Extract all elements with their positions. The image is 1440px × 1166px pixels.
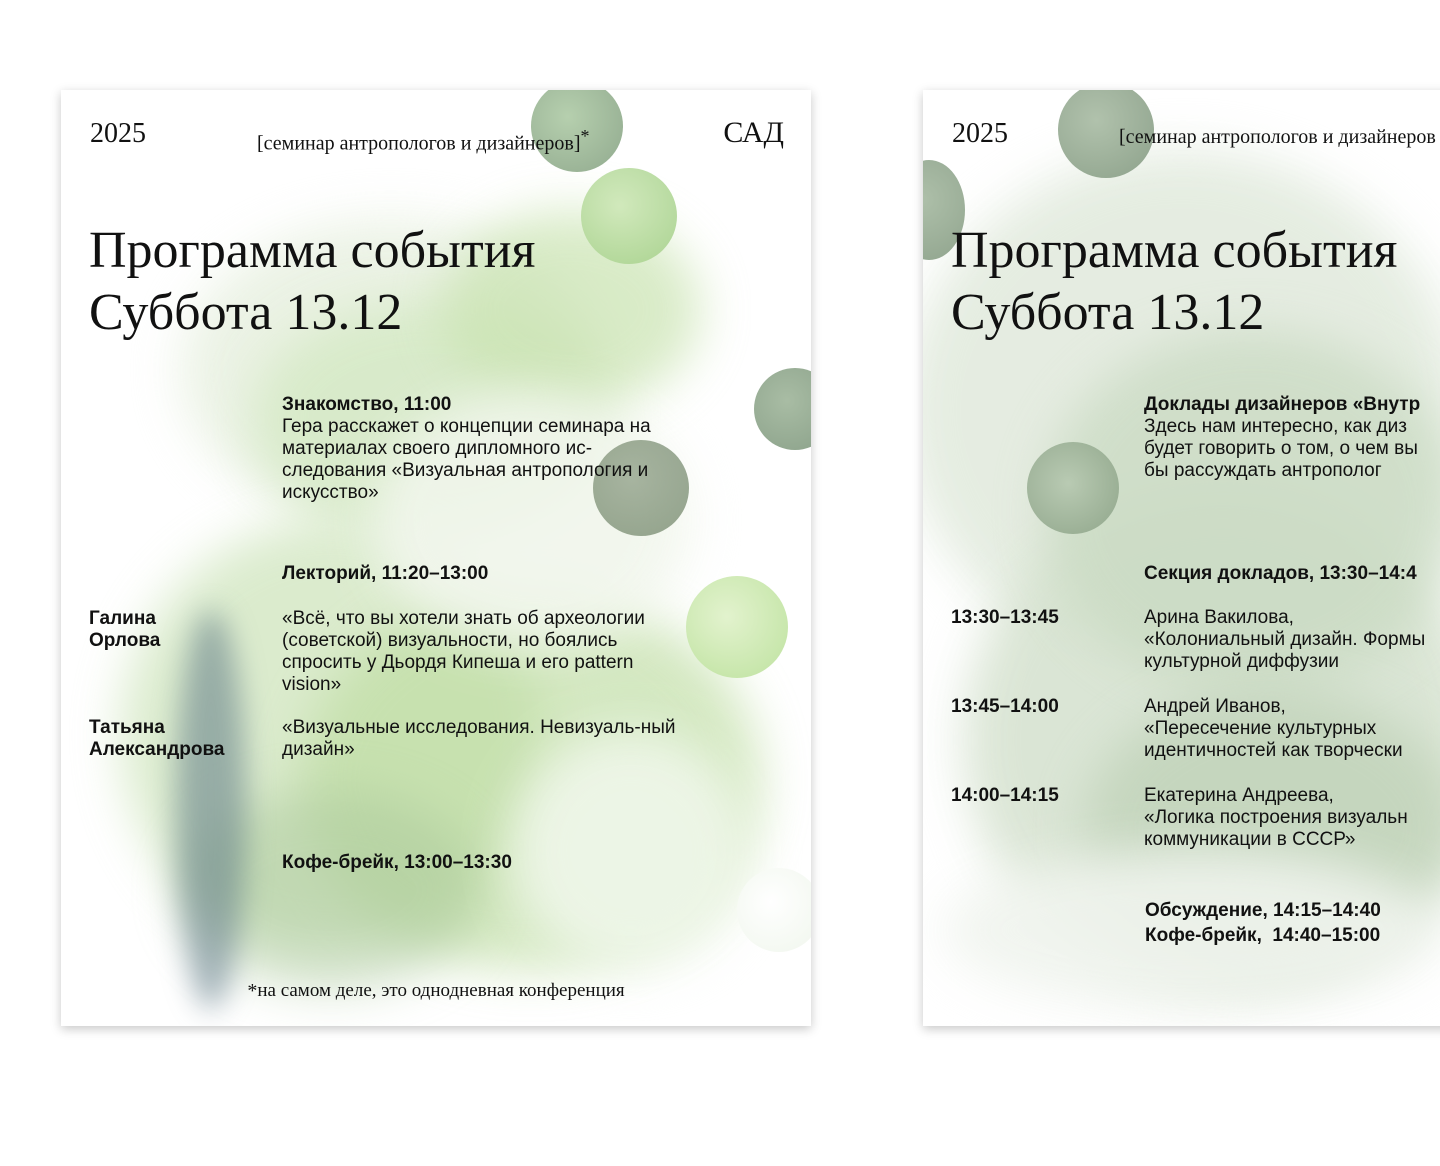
- talk-title: «Визуальные исследования. Невизуаль-ный дизайн»: [282, 717, 676, 760]
- session-heading: Обсуждение, 14:15–14:40: [1145, 900, 1381, 921]
- page-title: [89, 220, 535, 344]
- event-subtitle: [семинар антропологов и дизайнеров: [1119, 126, 1436, 148]
- poster-saturday-afternoon: [923, 90, 1440, 1026]
- title-line-2: Суббота 13.12: [951, 284, 1265, 341]
- poster-saturday-morning: [61, 90, 811, 1026]
- session-heading: Кофе-брейк, 13:00–13:30: [282, 852, 512, 873]
- session-intro: [282, 394, 692, 504]
- talk-time: 14:00–14:15: [951, 785, 1059, 806]
- session-coffee-break: [282, 852, 702, 874]
- session-description: Гера расскажет о концепции семинара на материалах своего дипломного ис-следования «Визуальная антропология и искусство»: [282, 416, 651, 503]
- footnote-marker: *: [247, 980, 258, 1002]
- talk-entry: [1144, 785, 1440, 851]
- talk-title: «Колониальный дизайн. Формы культурной диффузии: [1144, 629, 1426, 672]
- event-subtitle: [257, 126, 589, 156]
- footnote-marker: *: [580, 126, 590, 146]
- talk-time: 13:30–13:45: [951, 607, 1059, 628]
- session-description: Здесь нам интересно, как диз будет говорить о том, о чем вы бы рассуждать антрополог: [1144, 416, 1418, 481]
- session-heading: Знакомство, 11:00: [282, 394, 452, 415]
- talk-author: Арина Вакилова,: [1144, 607, 1294, 628]
- year: 2025: [952, 118, 1008, 149]
- session-heading: Секция докладов, 13:30–14:4: [1144, 563, 1417, 584]
- talk-entry: [1144, 607, 1440, 673]
- footnote: [61, 980, 811, 1003]
- talk-title: «Всё, что вы хотели знать об археологии (советской) визуальности, но боялись спросить у Дьордя Кипеша и его pattern vision»: [282, 608, 645, 695]
- title-line-1: Программа события: [89, 222, 536, 279]
- brand-logo: САД: [723, 116, 784, 149]
- session-reports-heading: [1144, 563, 1440, 585]
- talk-author: Андрей Иванов,: [1144, 696, 1286, 717]
- session-lectures-heading: [282, 563, 702, 585]
- session-discussion: [1145, 900, 1440, 922]
- speaker-name: Татьяна Александрова: [89, 717, 225, 760]
- event-subtitle-text: [семинар антропологов и дизайнеров]: [257, 132, 581, 155]
- session-designers-talks: [1144, 394, 1440, 482]
- talk-title: «Логика построения визуальн коммуникации в СССР»: [1144, 807, 1408, 850]
- talk-time: 13:45–14:00: [951, 696, 1059, 717]
- session-heading: Кофе-брейк, 14:40–15:00: [1145, 925, 1381, 946]
- footnote-text: на самом деле, это однодневная конференция: [257, 980, 625, 1001]
- year: 2025: [90, 118, 146, 149]
- title-line-2: Суббота 13.12: [89, 284, 403, 341]
- talk-title: «Пересечение культурных идентичностей как творчески: [1144, 718, 1403, 761]
- talk-entry: [1144, 696, 1440, 762]
- title-line-1: Программа события: [951, 222, 1398, 279]
- session-coffee-break: [1145, 925, 1440, 947]
- page-title: [951, 220, 1397, 344]
- talk-author: Екатерина Андреева,: [1144, 785, 1334, 806]
- speaker-name: Галина Орлова: [89, 608, 161, 651]
- session-heading: Лекторий, 11:20–13:00: [282, 563, 489, 584]
- session-heading: Доклады дизайнеров «Внутр: [1144, 394, 1421, 415]
